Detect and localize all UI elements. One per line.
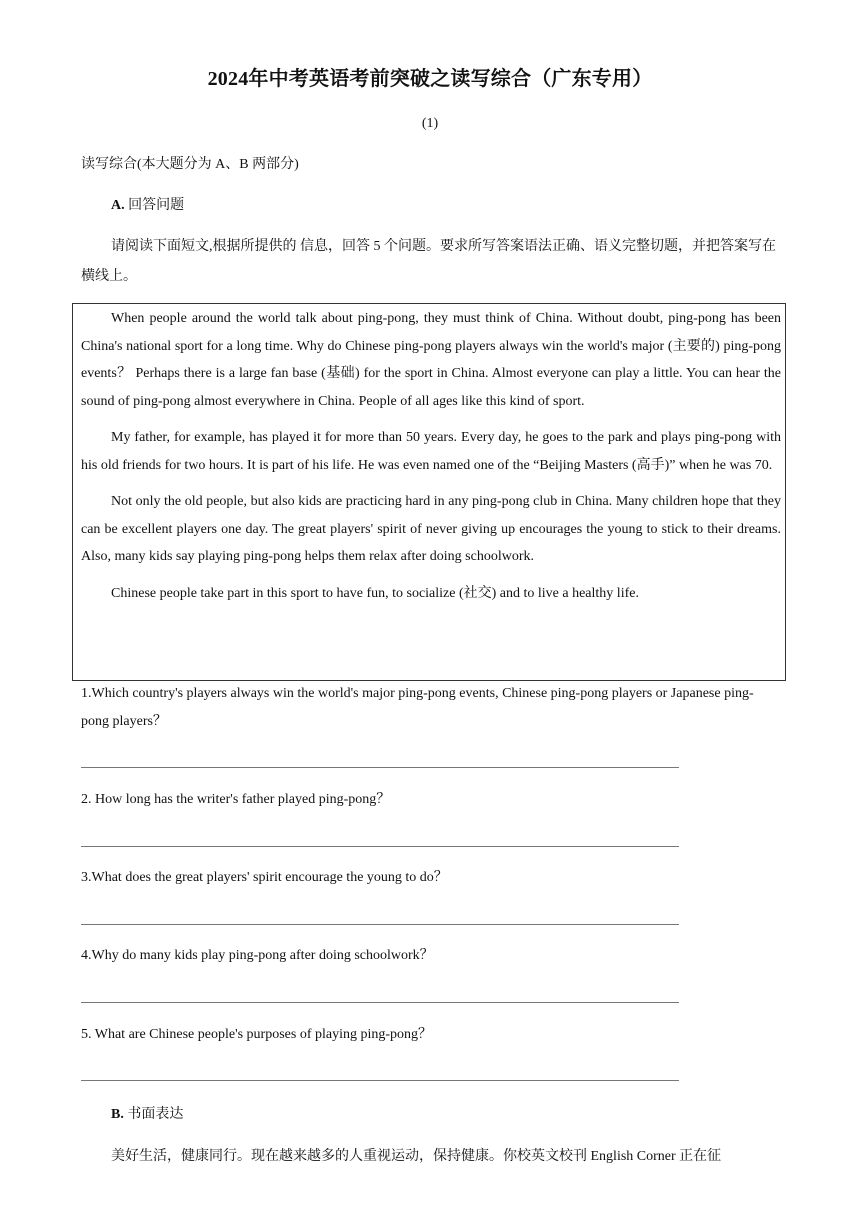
question-3: 3.What does the great players' spirit encourage the young to do？ xyxy=(81,870,448,885)
part-a-title: 回答问题 xyxy=(128,198,185,213)
part-a-heading xyxy=(111,194,184,214)
answer-line-1[interactable] xyxy=(81,767,679,768)
part-b-text: 美好生活，健康同行。现在越来越多的人重视运动，保持健康。你校英文校刊 English Corner 正在征 xyxy=(111,1149,722,1164)
answer-line-4[interactable] xyxy=(81,1002,679,1003)
answer-line-5[interactable] xyxy=(81,1080,679,1081)
passage-paragraph: My father, for example, has played it for more than 50 years. Every day, he goes to the park and plays ping-pong with his old friends for two hours. It is part of his life. He was even named one of the “Beijing Masters (高手)” when he was 70. xyxy=(81,430,781,473)
part-a-instruction: 请阅读下面短文,根据所提供的 信息，回答 5 个问题。要求所写答案语法正确、语义完整切题，并把答案写在横线上。 xyxy=(81,239,776,284)
passage-paragraph: Not only the old people, but also kids are practicing hard in any ping-pong club in China. Many children hope that they can be excellent players one day. The great players' spirit of never giving up encourages the young to stick to their dreams. Also, many kids say playing ping-pong helps them relax after doing schoolwork. xyxy=(81,494,781,564)
answer-line-3[interactable] xyxy=(81,924,679,925)
passage-paragraph: Chinese people take part in this sport to have fun, to socialize (社交) and to live a healthy life. xyxy=(111,585,639,601)
page-title: 2024年中考英语考前突破之读写综合（广东专用） xyxy=(207,68,653,90)
part-b-label: B. xyxy=(111,1107,124,1122)
section-heading: 读写综合(本大题分为 A、B 两部分) xyxy=(81,157,299,172)
part-b-heading xyxy=(111,1103,183,1123)
exercise-number: (1) xyxy=(421,116,439,131)
question-5: 5. What are Chinese people's purposes of playing ping-pong？ xyxy=(81,1027,433,1042)
question-4: 4.Why do many kids play ping-pong after doing schoolwork？ xyxy=(81,948,434,963)
question-1: 1.Which country's players always win the world's major ping-pong events, Chinese ping-pong players or Japanese ping-pong players？ xyxy=(81,686,754,729)
question-2: 2. How long has the writer's father played ping-pong？ xyxy=(81,792,391,807)
part-b-title: 书面表达 xyxy=(127,1107,184,1122)
reading-passage xyxy=(81,305,781,616)
passage-paragraph: When people around the world talk about ping-pong, they must think of China. Without doubt, ping-pong has been China's national sport for a long time. Why do Chinese ping-pong players always win the world's major (主要的) ping-pong events？ Perhaps there is a large fan base (基础) for the sport in China. Almost everyone can play a little. You can hear the sound of ping-pong almost everywhere in China. People of all ages like this kind of sport. xyxy=(81,311,781,409)
answer-line-2[interactable] xyxy=(81,846,679,847)
part-a-label: A. xyxy=(111,198,125,213)
